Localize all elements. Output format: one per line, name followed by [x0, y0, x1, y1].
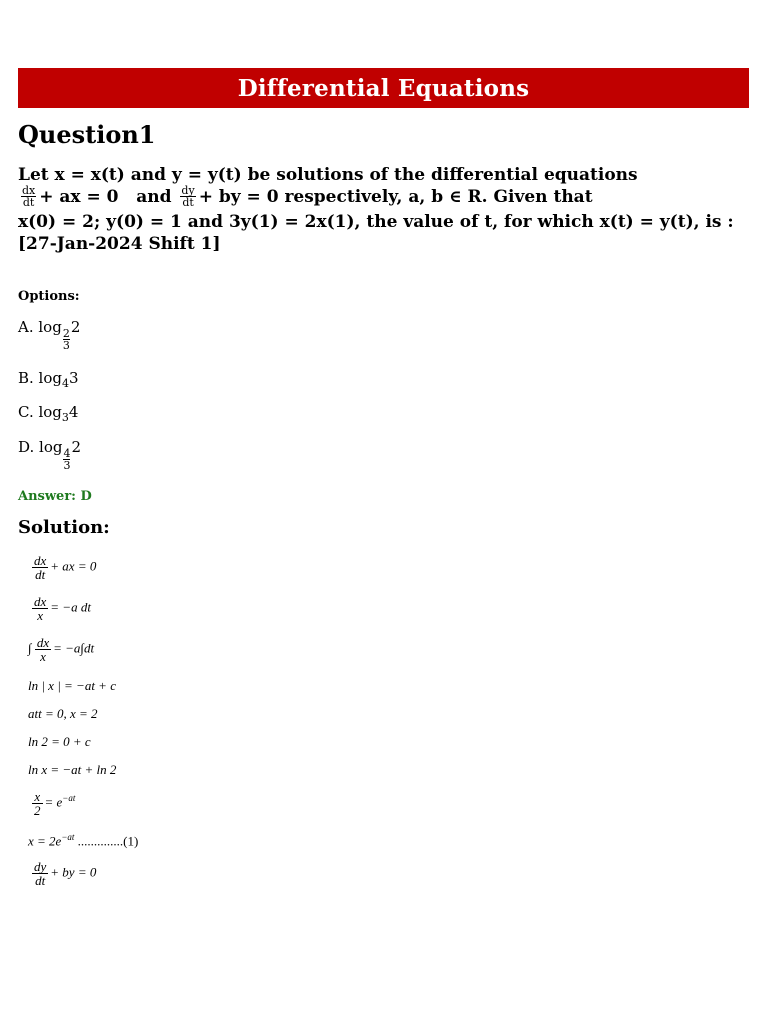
option-c[interactable]: C. $\log_34$	[18, 403, 79, 424]
solution-heading: Solution:	[18, 517, 110, 538]
fraction-dx-dt: $\frac{dx}{dt}$	[22, 184, 36, 209]
chapter-banner	[18, 68, 749, 108]
question-line-3: x(0) = 2; y(0) = 1 and 3y(1) = 2x(1), the value of t, for which x(t) = y(t), is :	[18, 212, 734, 232]
solution-step-7: ln x = −at + ln 2	[28, 762, 117, 777]
question-tag: [27-Jan-2024 Shift 1]	[18, 234, 221, 254]
solution-step-8: $\frac{x}{2}$ = $e^{-at}$	[34, 789, 76, 818]
answer-label: Answer: D	[18, 489, 92, 504]
solution-step-1: $\frac{dx}{dt}$ + ax = 0	[34, 553, 97, 582]
chapter-title: Differential Equations	[237, 74, 530, 102]
option-a[interactable]: A. log $\frac{2}{3}2$	[18, 318, 81, 352]
question-line-1: Let x = x(t) and y = y(t) be solutions of the differential equations	[18, 165, 638, 185]
fraction-dy-dt: $\frac{dy}{dt}$	[181, 184, 195, 209]
solution-step-2: $\frac{dx}{x}$ = −a dt	[34, 594, 91, 623]
solution-step-10: $\frac{dy}{dt}$ + by = 0	[34, 859, 97, 888]
question-text	[18, 164, 743, 255]
option-b[interactable]: B. $\log_43$	[18, 369, 79, 390]
option-d[interactable]: D. log $\frac{4}{3}2$	[18, 438, 82, 472]
question-title: Question1	[18, 120, 156, 149]
solution-step-3: ∫ $\frac{dx}{x}$ = −a∫dt	[28, 635, 95, 664]
solution-step-9: $x = 2e^{-at}$ ..............(1)	[28, 832, 139, 849]
solution-step-5: att = 0, x = 2	[28, 706, 98, 721]
question-line-2: $\frac{dx}{dt}$ + ax = 0 and $\frac{dy}{dt}$ + by = 0 respectively, a, b ∈ R. Given that	[22, 184, 593, 209]
solution-step-6: ln 2 = 0 + c	[28, 734, 91, 749]
solution-step-4: ln | x | = −at + c	[28, 678, 116, 693]
options-heading: Options:	[18, 289, 80, 304]
